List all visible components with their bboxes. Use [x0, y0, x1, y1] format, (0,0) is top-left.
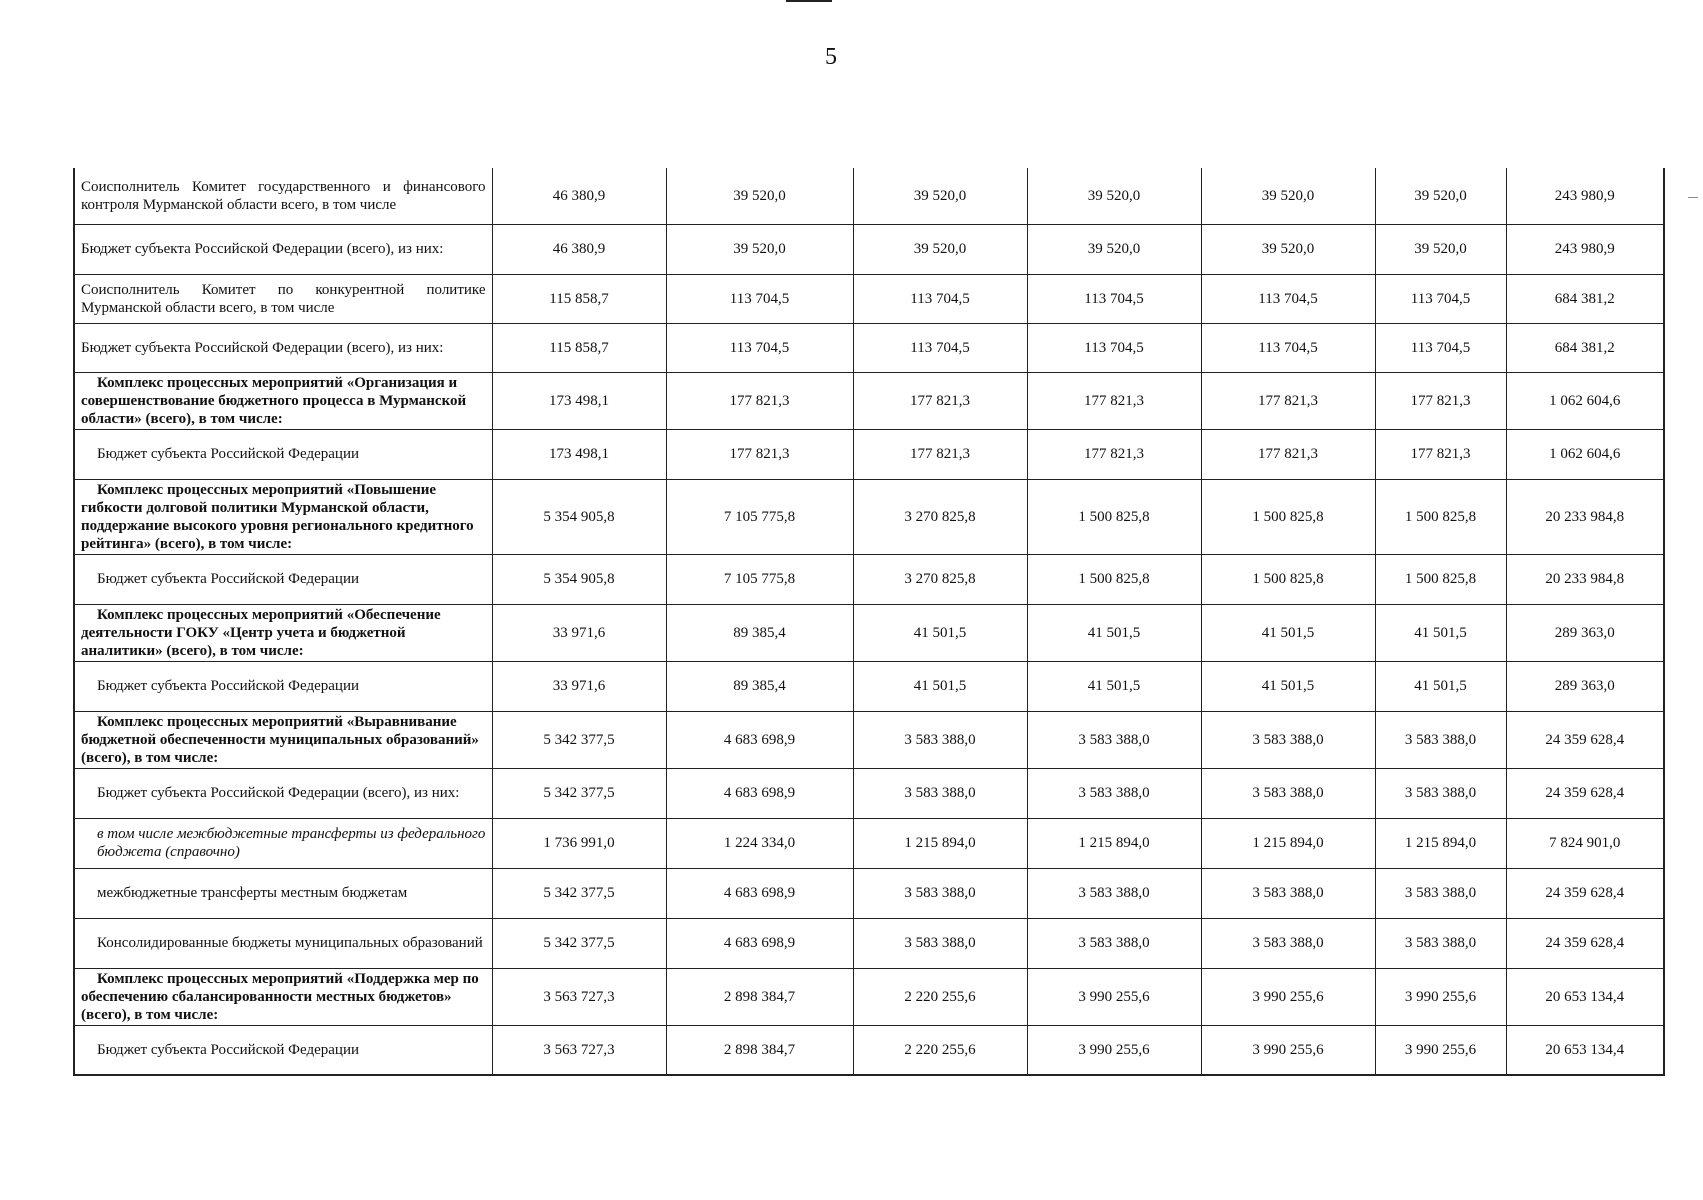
year-value-cell: 5 342 377,5 [492, 868, 666, 918]
year-value-cell: 3 583 388,0 [853, 768, 1027, 818]
row-label: Комплекс процессных мероприятий «Повышение гибкости долговой политики Мурманской области, поддержание высокого уровня регионального кредитного рейтинга» (всего), в том числе: [74, 479, 492, 554]
year-value-cell: 3 583 388,0 [1201, 711, 1375, 768]
year-value-cell: 33 971,6 [492, 604, 666, 661]
year-value-cell: 113 704,5 [1201, 274, 1375, 323]
year-value-cell: 3 583 388,0 [1027, 918, 1201, 968]
table-row [74, 661, 1664, 711]
year-value-cell: 33 971,6 [492, 661, 666, 711]
year-value-cell: 1 215 894,0 [1027, 818, 1201, 868]
year-value-cell: 3 270 825,8 [853, 479, 1027, 554]
row-label: Бюджет субъекта Российской Федерации [74, 429, 492, 479]
row-label: Бюджет субъекта Российской Федерации [74, 554, 492, 604]
year-value-cell: 3 583 388,0 [1375, 768, 1506, 818]
table-row [74, 168, 1664, 224]
year-value-cell: 3 583 388,0 [1201, 768, 1375, 818]
year-value-cell: 5 342 377,5 [492, 768, 666, 818]
year-value-cell: 113 704,5 [853, 274, 1027, 323]
year-value-cell: 39 520,0 [1375, 224, 1506, 274]
year-value-cell: 46 380,9 [492, 224, 666, 274]
year-value-cell: 7 105 775,8 [666, 479, 853, 554]
table-row [74, 918, 1664, 968]
budget-table [73, 168, 1665, 1076]
year-value-cell: 46 380,9 [492, 168, 666, 224]
year-value-cell: 113 704,5 [1027, 274, 1201, 323]
year-value-cell: 39 520,0 [853, 224, 1027, 274]
total-value-cell: 1 062 604,6 [1506, 372, 1664, 429]
year-value-cell: 1 500 825,8 [1027, 554, 1201, 604]
total-value-cell: 243 980,9 [1506, 224, 1664, 274]
year-value-cell: 1 500 825,8 [1201, 554, 1375, 604]
row-label: Бюджет субъекта Российской Федерации [74, 661, 492, 711]
table-body [74, 168, 1664, 1075]
year-value-cell: 115 858,7 [492, 274, 666, 323]
year-value-cell: 3 990 255,6 [1027, 1025, 1201, 1075]
year-value-cell: 3 583 388,0 [1375, 868, 1506, 918]
year-value-cell: 3 990 255,6 [1375, 968, 1506, 1025]
year-value-cell: 177 821,3 [1375, 372, 1506, 429]
year-value-cell: 41 501,5 [1027, 604, 1201, 661]
total-value-cell: 24 359 628,4 [1506, 918, 1664, 968]
year-value-cell: 3 583 388,0 [1027, 711, 1201, 768]
total-value-cell: 684 381,2 [1506, 323, 1664, 372]
year-value-cell: 41 501,5 [1027, 661, 1201, 711]
year-value-cell: 3 583 388,0 [1201, 868, 1375, 918]
year-value-cell: 41 501,5 [1201, 604, 1375, 661]
table-row [74, 554, 1664, 604]
year-value-cell: 1 224 334,0 [666, 818, 853, 868]
year-value-cell: 1 215 894,0 [1375, 818, 1506, 868]
year-value-cell: 4 683 698,9 [666, 711, 853, 768]
year-value-cell: 177 821,3 [853, 372, 1027, 429]
year-value-cell: 115 858,7 [492, 323, 666, 372]
year-value-cell: 3 990 255,6 [1027, 968, 1201, 1025]
year-value-cell: 3 583 388,0 [1375, 711, 1506, 768]
year-value-cell: 1 736 991,0 [492, 818, 666, 868]
year-value-cell: 177 821,3 [666, 429, 853, 479]
table-row [74, 274, 1664, 323]
row-label: Соисполнитель Комитет государственного и финансового контроля Мурманской области всего, в том числе [74, 168, 492, 224]
row-label: Бюджет субъекта Российской Федерации (всего), из них: [74, 323, 492, 372]
year-value-cell: 3 583 388,0 [853, 868, 1027, 918]
row-label: Комплекс процессных мероприятий «Выравнивание бюджетной обеспеченности муниципальных образований» (всего), в том числе: [74, 711, 492, 768]
year-value-cell: 7 105 775,8 [666, 554, 853, 604]
table-row [74, 372, 1664, 429]
year-value-cell: 39 520,0 [666, 168, 853, 224]
year-value-cell: 173 498,1 [492, 372, 666, 429]
table-row [74, 1025, 1664, 1075]
year-value-cell: 1 500 825,8 [1201, 479, 1375, 554]
margin-dash [1688, 197, 1698, 198]
year-value-cell: 41 501,5 [1201, 661, 1375, 711]
year-value-cell: 39 520,0 [1201, 168, 1375, 224]
year-value-cell: 177 821,3 [1027, 429, 1201, 479]
row-label: Бюджет субъекта Российской Федерации [74, 1025, 492, 1075]
total-value-cell: 7 824 901,0 [1506, 818, 1664, 868]
total-value-cell: 289 363,0 [1506, 661, 1664, 711]
year-value-cell: 177 821,3 [1375, 429, 1506, 479]
year-value-cell: 41 501,5 [1375, 604, 1506, 661]
row-label: Бюджет субъекта Российской Федерации (всего), из них: [74, 768, 492, 818]
year-value-cell: 3 563 727,3 [492, 1025, 666, 1075]
year-value-cell: 113 704,5 [1375, 274, 1506, 323]
table-row [74, 968, 1664, 1025]
row-label: в том числе межбюджетные трансферты из федерального бюджета (справочно) [74, 818, 492, 868]
table-row [74, 429, 1664, 479]
total-value-cell: 24 359 628,4 [1506, 768, 1664, 818]
year-value-cell: 177 821,3 [1027, 372, 1201, 429]
year-value-cell: 41 501,5 [853, 661, 1027, 711]
year-value-cell: 2 220 255,6 [853, 968, 1027, 1025]
year-value-cell: 39 520,0 [1027, 168, 1201, 224]
year-value-cell: 39 520,0 [853, 168, 1027, 224]
row-label: Комплекс процессных мероприятий «Обеспечение деятельности ГОКУ «Центр учета и бюджетной аналитики» (всего), в том числе: [74, 604, 492, 661]
year-value-cell: 3 990 255,6 [1201, 968, 1375, 1025]
year-value-cell: 3 990 255,6 [1201, 1025, 1375, 1075]
table-row [74, 323, 1664, 372]
total-value-cell: 24 359 628,4 [1506, 868, 1664, 918]
year-value-cell: 39 520,0 [1375, 168, 1506, 224]
table-row [74, 818, 1664, 868]
year-value-cell: 3 583 388,0 [1201, 918, 1375, 968]
year-value-cell: 41 501,5 [1375, 661, 1506, 711]
table-row [74, 768, 1664, 818]
row-label: Комплекс процессных мероприятий «Поддержка мер по обеспечению сбалансированности местных бюджетов» (всего), в том числе: [74, 968, 492, 1025]
year-value-cell: 3 583 388,0 [853, 711, 1027, 768]
year-value-cell: 4 683 698,9 [666, 868, 853, 918]
year-value-cell: 177 821,3 [1201, 429, 1375, 479]
year-value-cell: 113 704,5 [1027, 323, 1201, 372]
total-value-cell: 289 363,0 [1506, 604, 1664, 661]
year-value-cell: 2 898 384,7 [666, 1025, 853, 1075]
year-value-cell: 2 220 255,6 [853, 1025, 1027, 1075]
year-value-cell: 3 583 388,0 [1027, 868, 1201, 918]
year-value-cell: 5 354 905,8 [492, 479, 666, 554]
total-value-cell: 20 233 984,8 [1506, 479, 1664, 554]
year-value-cell: 113 704,5 [1375, 323, 1506, 372]
year-value-cell: 1 500 825,8 [1375, 554, 1506, 604]
year-value-cell: 3 583 388,0 [853, 918, 1027, 968]
table-row [74, 604, 1664, 661]
total-value-cell: 243 980,9 [1506, 168, 1664, 224]
year-value-cell: 41 501,5 [853, 604, 1027, 661]
year-value-cell: 113 704,5 [666, 274, 853, 323]
year-value-cell: 113 704,5 [666, 323, 853, 372]
row-label: Комплекс процессных мероприятий «Организация и совершенствование бюджетного процесса в Мурманской области» (всего), в том числе: [74, 372, 492, 429]
row-label: межбюджетные трансферты местным бюджетам [74, 868, 492, 918]
year-value-cell: 89 385,4 [666, 661, 853, 711]
top-edge-mark [786, 0, 832, 2]
total-value-cell: 20 233 984,8 [1506, 554, 1664, 604]
year-value-cell: 39 520,0 [666, 224, 853, 274]
total-value-cell: 1 062 604,6 [1506, 429, 1664, 479]
year-value-cell: 177 821,3 [1201, 372, 1375, 429]
year-value-cell: 113 704,5 [1201, 323, 1375, 372]
table-row [74, 868, 1664, 918]
total-value-cell: 24 359 628,4 [1506, 711, 1664, 768]
year-value-cell: 3 583 388,0 [1027, 768, 1201, 818]
total-value-cell: 20 653 134,4 [1506, 1025, 1664, 1075]
year-value-cell: 3 270 825,8 [853, 554, 1027, 604]
year-value-cell: 3 563 727,3 [492, 968, 666, 1025]
total-value-cell: 20 653 134,4 [1506, 968, 1664, 1025]
year-value-cell: 4 683 698,9 [666, 768, 853, 818]
year-value-cell: 4 683 698,9 [666, 918, 853, 968]
year-value-cell: 3 990 255,6 [1375, 1025, 1506, 1075]
year-value-cell: 113 704,5 [853, 323, 1027, 372]
year-value-cell: 1 215 894,0 [853, 818, 1027, 868]
year-value-cell: 89 385,4 [666, 604, 853, 661]
row-label: Консолидированные бюджеты муниципальных образований [74, 918, 492, 968]
year-value-cell: 1 500 825,8 [1027, 479, 1201, 554]
table-row [74, 224, 1664, 274]
page-number: 5 [825, 44, 837, 70]
year-value-cell: 1 500 825,8 [1375, 479, 1506, 554]
year-value-cell: 1 215 894,0 [1201, 818, 1375, 868]
table-row [74, 479, 1664, 554]
total-value-cell: 684 381,2 [1506, 274, 1664, 323]
year-value-cell: 39 520,0 [1027, 224, 1201, 274]
year-value-cell: 5 354 905,8 [492, 554, 666, 604]
table-row [74, 711, 1664, 768]
year-value-cell: 2 898 384,7 [666, 968, 853, 1025]
year-value-cell: 173 498,1 [492, 429, 666, 479]
row-label: Соисполнитель Комитет по конкурентной политике Мурманской области всего, в том числе [74, 274, 492, 323]
year-value-cell: 177 821,3 [853, 429, 1027, 479]
year-value-cell: 5 342 377,5 [492, 918, 666, 968]
year-value-cell: 3 583 388,0 [1375, 918, 1506, 968]
year-value-cell: 177 821,3 [666, 372, 853, 429]
row-label: Бюджет субъекта Российской Федерации (всего), из них: [74, 224, 492, 274]
year-value-cell: 39 520,0 [1201, 224, 1375, 274]
year-value-cell: 5 342 377,5 [492, 711, 666, 768]
